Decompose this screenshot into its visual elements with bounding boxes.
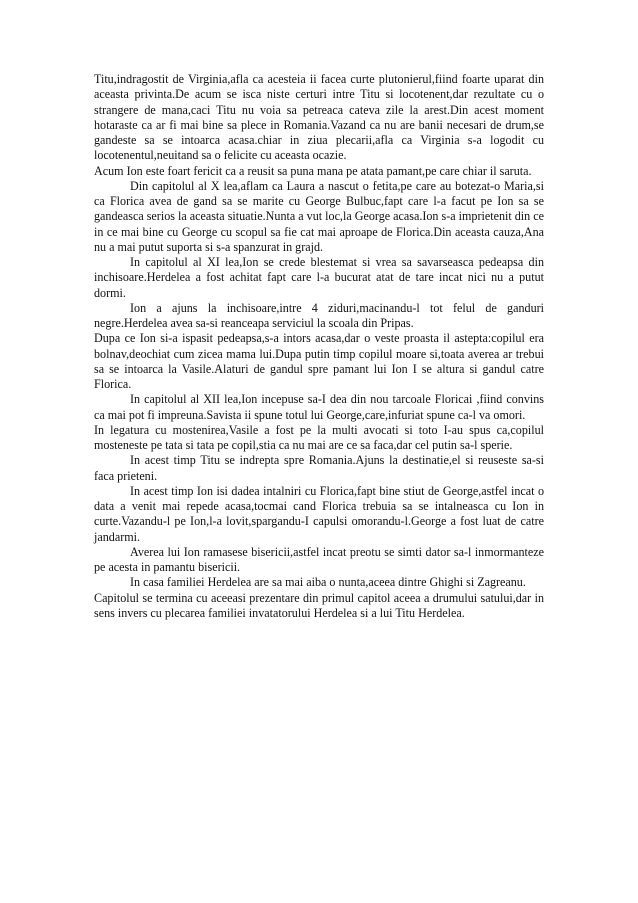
paragraph: In capitolul al XII lea,Ion incepuse sa-I dea din nou tarcoale Floricai ,fiind convins ca mai pot fi impreuna.Savista ii spune totul lui George,care,infuriat spune ca-l va omori. [94,392,544,422]
paragraph: Capitolul se termina cu aceeasi prezentare din primul capitol aceea a drumului satului,dar in sens invers cu plecarea familiei invatatorului Herdelea si a lui Titu Herdelea. [94,590,544,620]
paragraph: Averea lui Ion ramasese bisericii,astfel incat preotu se simti dator sa-l inmormanteze pe acesta in pamantu bisericii. [94,544,544,574]
paragraph: In acest timp Ion isi dadea intalniri cu Florica,fapt bine stiut de George,astfel incat o data a venit mai repede acasa,tocmai cand Florica trebuia sa se intalneasca cu Ion in curte.Vazandu-l pe Ion,l-a lovit,spargandu-I capulsi omorandu-l.George a fost luat de catre jandarmi. [94,483,544,544]
paragraph: Din capitolul al X lea,aflam ca Laura a nascut o fetita,pe care au botezat-o Maria,si ca Florica avea de gand sa se marite cu George Bulbuc,fapt care l-a facut pe Ion sa se gandeasca serios la aceasta situatie.Nunta a vut loc,la George acasa.Ion s-a imprietenit din ce in ce mai bine cu George cu scopul sa fie cat mai aproape de Florica.Din aceasta cauza,Ana nu a mai putut suporta si s-a spanzurat in grajd. [94,178,544,254]
paragraph: In casa familiei Herdelea are sa mai aiba o nunta,aceea dintre Ghighi si Zagreanu. [130,575,526,590]
paragraph: Titu,indragostit de Virginia,afla ca acesteia ii facea curte plutonierul,fiind foarte uparat din aceasta privinta.De acum se isca niste certuri intre Titu si locotenent,dar rezultate cu o strangere de mana,caci Titu nu voia sa petreaca cateva zile la arest.Din acest moment hotaraste ca ar fi mai bine sa plece in Romania.Vazand ca nu are banii necesari de drum,se gandeste sa se intoarca acasa.chiar in ziua plecarii,afla ca Virginia s-a logodit cu locotenentul,neuitand sa o felicite cu aceasta ocazie. [94,72,544,163]
paragraph: In capitolul al XI lea,Ion se crede blestemat si vrea sa savarseasca pedeapsa din inchisoare.Herdelea a fost achitat fapt care l-a bucurat atat de tare incat nici nu a putut dormi. [94,255,544,300]
paragraph: Acum Ion este foart fericit ca a reusit sa puna mana pe atata pamant,pe care chiar il saruta. [94,163,532,178]
paragraph: Ion a ajuns la inchisoare,intre 4 ziduri,macinandu-l tot felul de ganduri negre.Herdelea avea sa-si reanceapa serviciul la scoala din Pripas. [94,300,544,330]
paragraph: Dupa ce Ion si-a ispasit pedeapsa,s-a intors acasa,dar o veste proasta il astepta:copilul era bolnav,deochiat cum zicea mama lui.Dupa putin timp copilul moare si,toata averea ar trebui sa se intoarca la Vasile.Alaturi de gandul spre pamant lui Ion I se altura si gandul catre Florica. [94,331,544,391]
paragraph: In acest timp Titu se indrepta spre Romania.Ajuns la destinatie,el si reuseste sa-si faca prieteni. [94,453,544,483]
paragraph: In legatura cu mostenirea,Vasile a fost pe la multi avocati si toto I-au spus ca,copilul mosteneste pe tata si tata pe copil,stia ca nu mai are ce sa faca,dar cel putin sa-l sperie. [94,422,544,452]
document-page [94,72,544,621]
